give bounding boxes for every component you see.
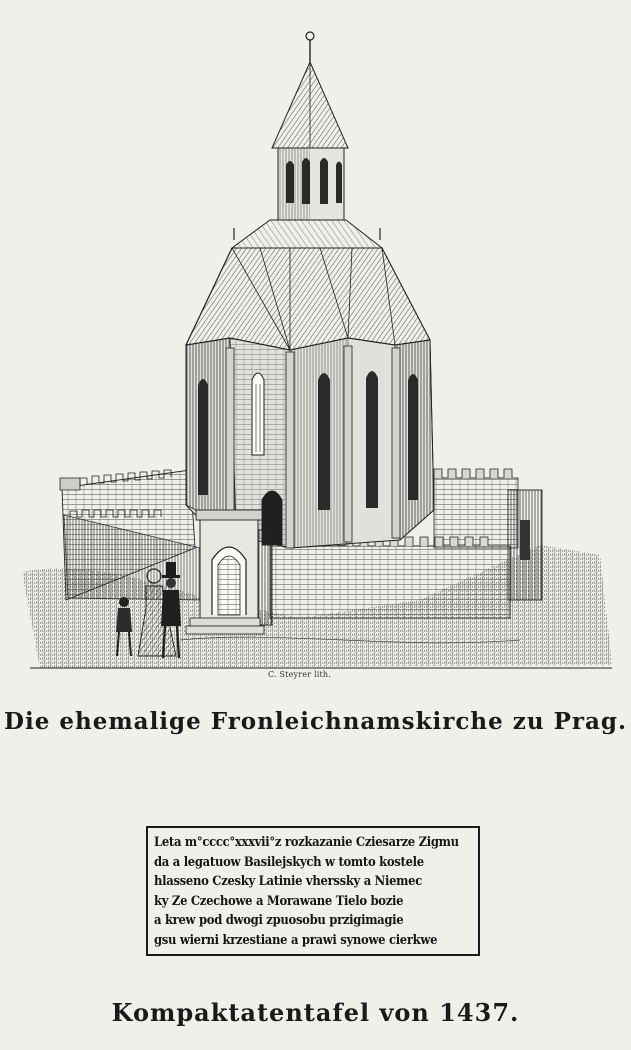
church-roof	[186, 220, 430, 350]
tablet-line: a krew pod dwogi zpuosobu przigimagie	[154, 913, 404, 929]
artist-credit: C. Steyrer lith.	[268, 670, 332, 679]
fortified-wall-front	[270, 537, 510, 618]
tablet-line: da a legatuow Basilejskych w tomto kostele	[154, 854, 424, 870]
inscription-tablet	[146, 826, 480, 956]
lantern-tower	[272, 32, 348, 220]
tablet-line: ky Ze Czechowe a Morawane Tielo bozie	[154, 893, 404, 909]
tablet-line: Leta m°cccc°xxxvii°z rozkazanie Cziesarze Zigmu	[154, 835, 459, 850]
sub-caption: Kompaktatentafel von 1437.	[111, 998, 520, 1027]
fortified-wall-left	[60, 470, 205, 600]
tablet-line: gsu wierni krzestiane a prawi synowe cierkwe	[154, 932, 438, 948]
main-caption: Die ehemalige Fronleichnamskirche zu Prag.	[4, 708, 627, 735]
tablet-line: hlasseno Czesky Latinie vherssky a Niemec	[154, 874, 422, 890]
